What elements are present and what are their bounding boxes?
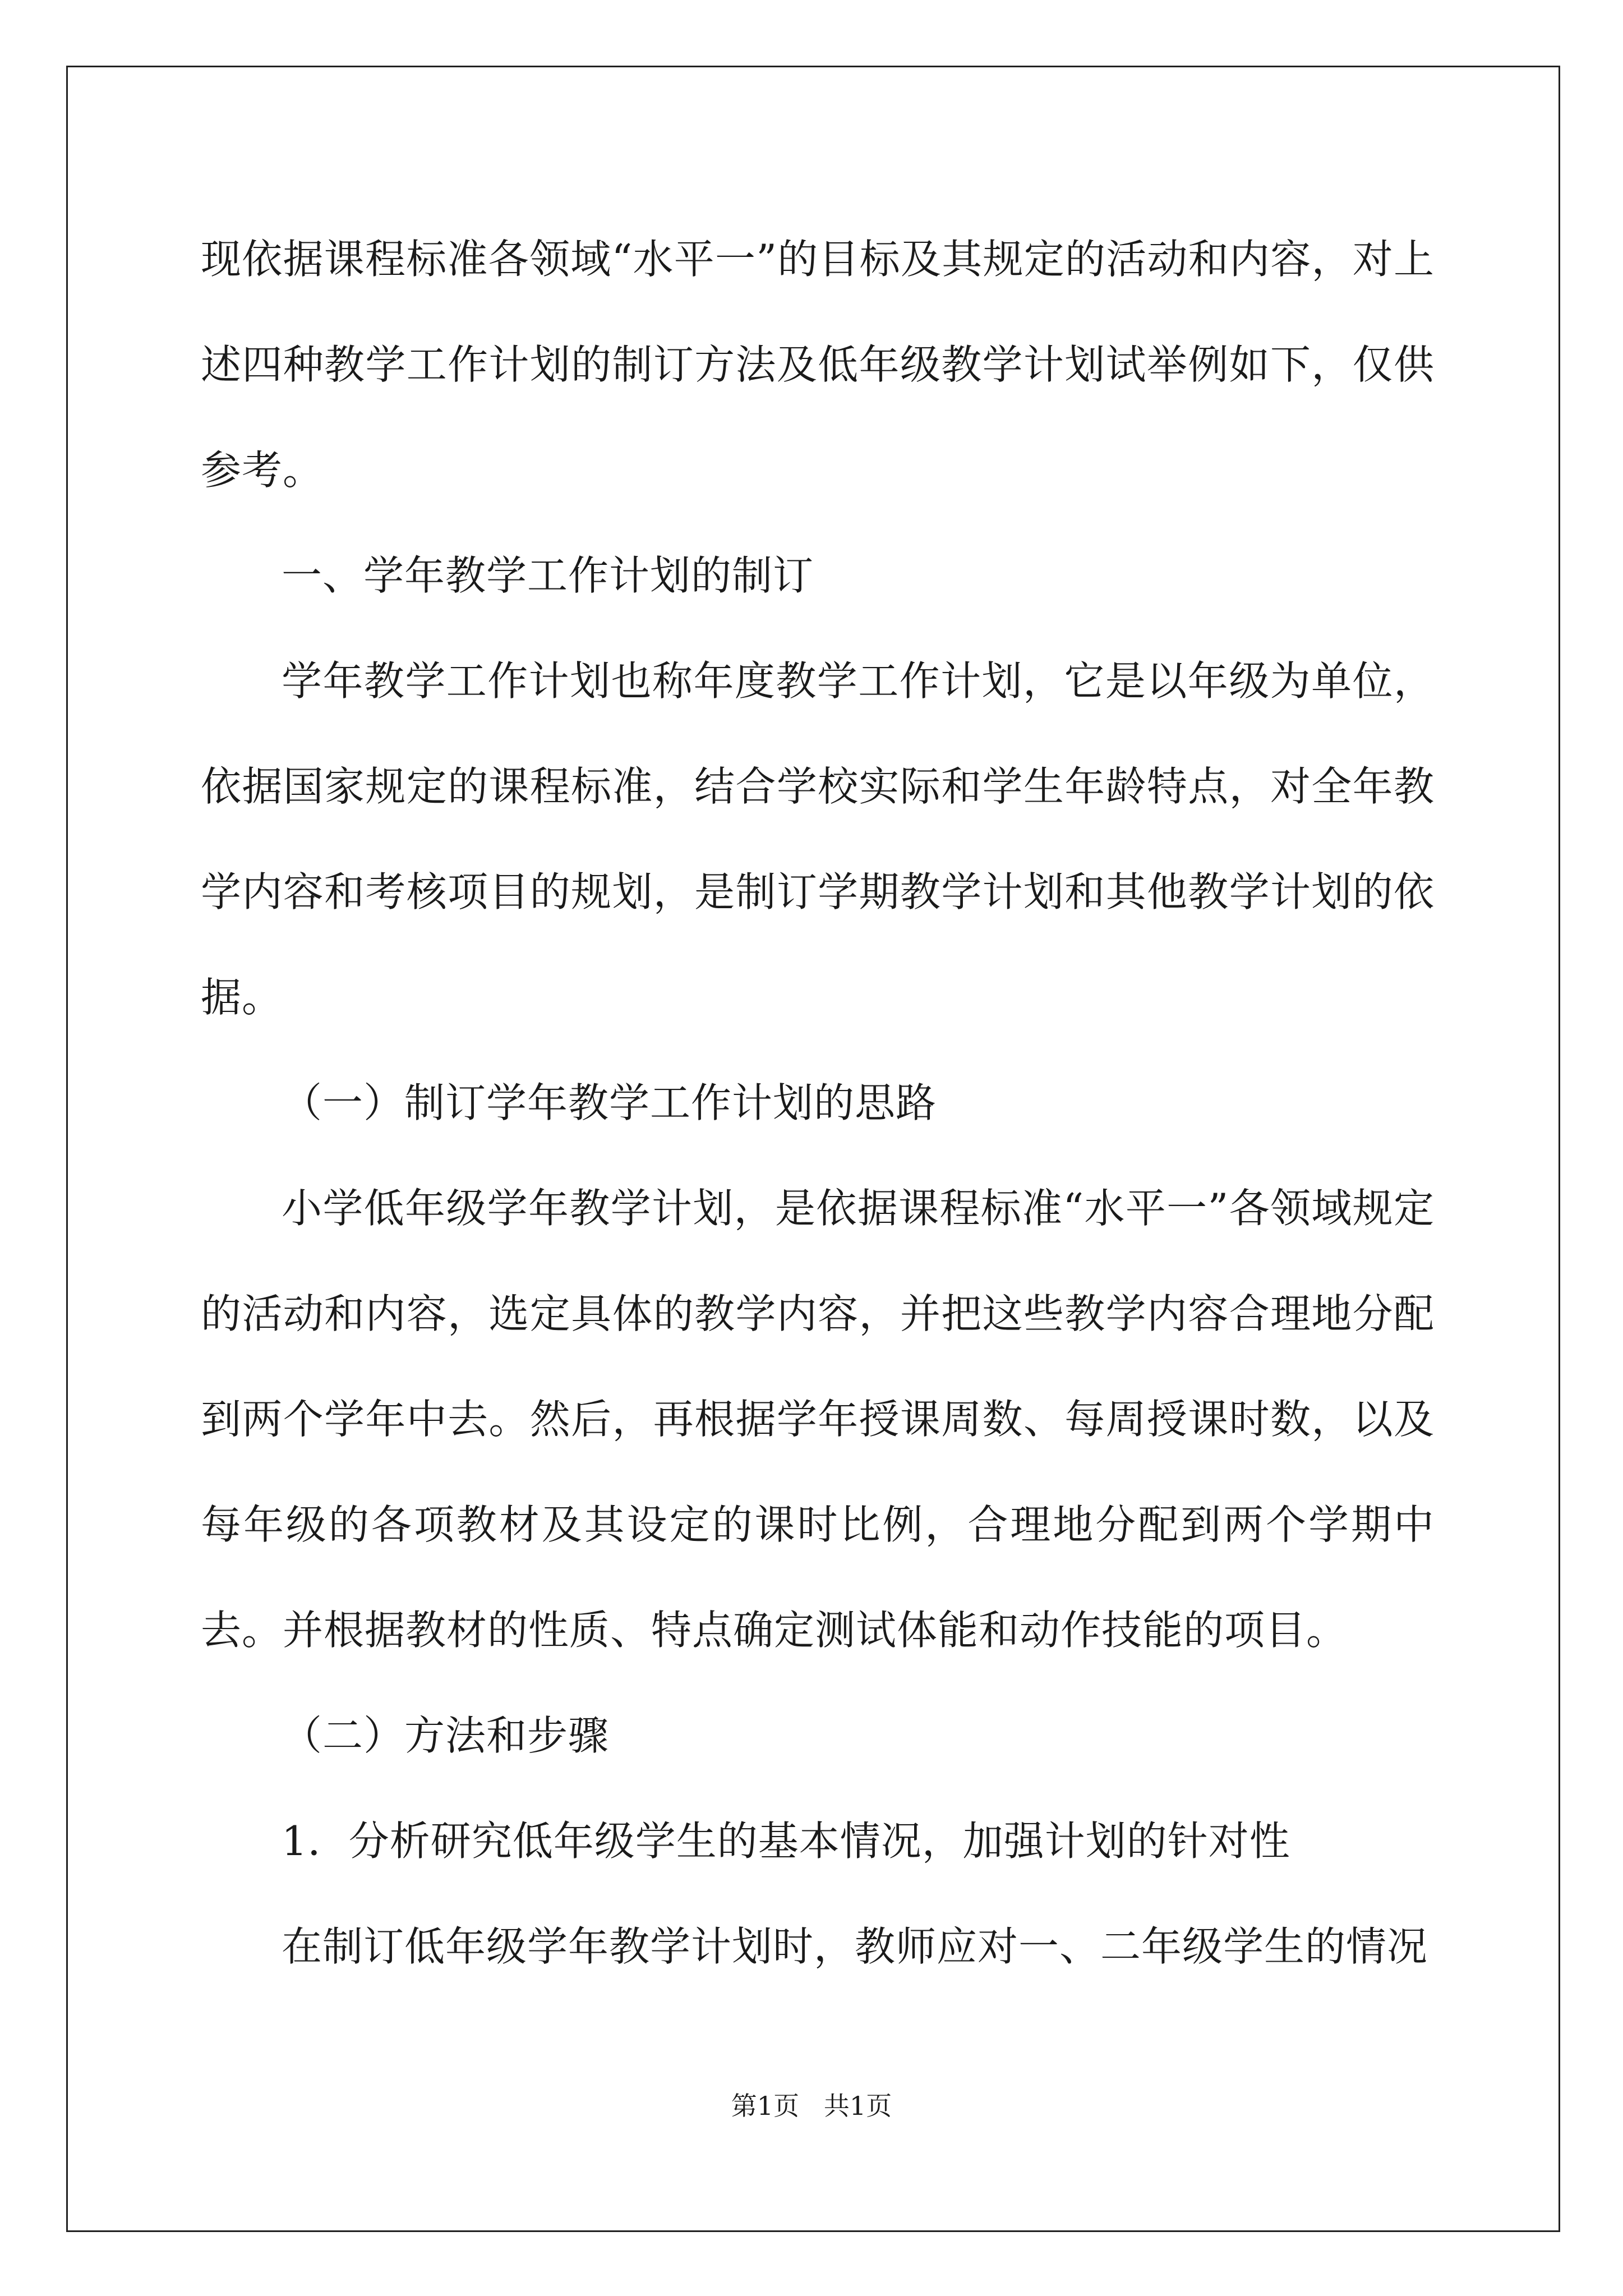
heading-subsection-2: （二）方法和步骤 [282, 1712, 610, 1759]
heading-step-1: 1．分析研究低年级学生的基本情况，加强计划的针对性 [282, 1818, 1290, 1865]
page-footer: 第1页 共1页 [731, 2091, 892, 2121]
paragraph-planning-approach: 小学低年级学年教学计划，是依据课程标准“水平一”各领域规定的活动和内容，选定具体的教学内容，并把这些教学内容合理地分配到两个学年中去。然后，再根据学年授课周数、每周授课时数，以及每年级的各项教材及其设定的课时比例，合理地分配到两个学期中去。并根据教材的性质、特点确定测试体能和动作技能的项目。 [201, 1185, 1435, 1654]
heading-section-1: 一、学年教学工作计划的制订 [282, 552, 814, 599]
paragraph-step-1: 在制订低年级学年教学计划时，教师应对一、二年级学生的情况 [282, 1923, 1428, 1970]
document-body [201, 206, 1435, 1999]
paragraph-intro: 现依据课程标准各领域“水平一”的目标及其规定的活动和内容，对上述四种教学工作计划的制订方法及低年级教学计划试举例如下，仅供参考。 [201, 236, 1435, 494]
paragraph-annual-plan: 学年教学工作计划也称年度教学工作计划，它是以年级为单位，依据国家规定的课程标准，结合学校实际和学生年龄特点，对全年教学内容和考核项目的规划，是制订学期教学计划和其他教学计划的依据。 [201, 657, 1435, 1021]
heading-subsection-1: （一）制订学年教学工作计划的思路 [282, 1079, 937, 1126]
